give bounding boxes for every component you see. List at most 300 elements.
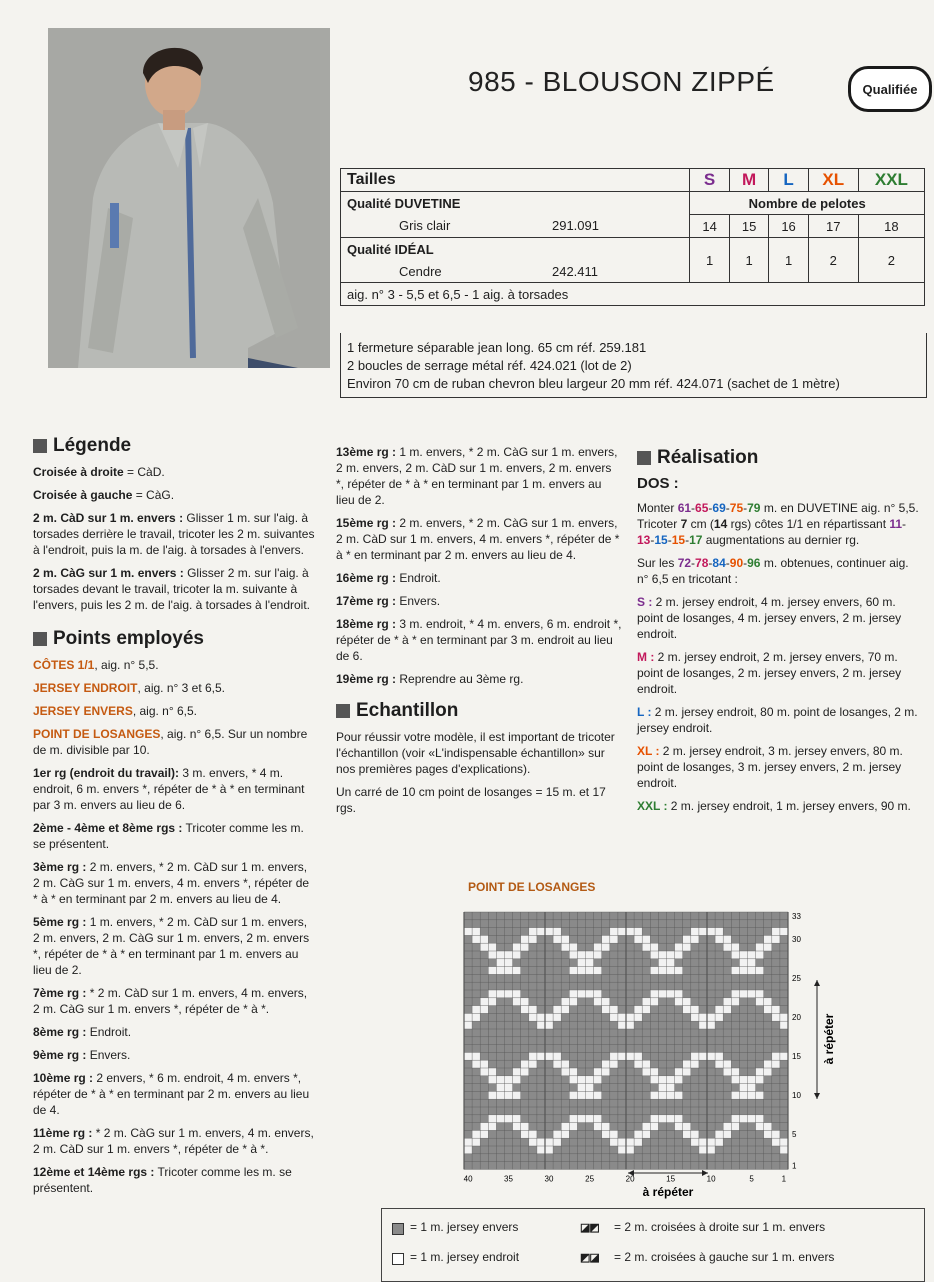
- chart-cell-endroit: [731, 967, 739, 975]
- chart-cell-endroit: [553, 1130, 561, 1138]
- chart-cell-endroit: [723, 943, 731, 951]
- chart-cell-endroit: [683, 1006, 691, 1014]
- chart-cell-endroit: [748, 951, 756, 959]
- y-tick-label: 10: [792, 1091, 801, 1101]
- chart-cell-endroit: [748, 967, 756, 975]
- chart-cell-endroit: [529, 1138, 537, 1146]
- chart-cell-endroit: [658, 1076, 666, 1084]
- chart-cell-endroit: [764, 935, 772, 943]
- chart-cell-endroit: [707, 1013, 715, 1021]
- dos-paragraph: Monter 61-65-69-75-79 m. en DUVETINE aig. n° 5,5. Tricoter 7 cm (14 rgs) côtes 1/1 en répartissant 11-13-15-15-17 augmentations au dernier rg.: [637, 501, 919, 547]
- chart-cell-endroit: [537, 1146, 545, 1154]
- chart-cell-endroit: [464, 1146, 472, 1154]
- cag-symbol-icon: ◩◪: [580, 1252, 599, 1264]
- row-instruction: 13ème rg : 1 m. envers, * 2 m. CàG sur 1 m. envers, 2 m. envers, 2 m. CàD sur 1 m. envers, 2 m. envers *, répéter de * à * en terminant par 1 m. envers au lieu de 2.: [336, 445, 618, 507]
- chart-cell-endroit: [715, 1006, 723, 1014]
- chart-cell-endroit: [586, 990, 594, 998]
- point-item: JERSEY ENVERS, aig. n° 6,5.: [33, 704, 197, 718]
- chart-cell-endroit: [545, 928, 553, 936]
- chart-cell-endroit: [780, 1146, 788, 1154]
- chart-cell-endroit: [480, 935, 488, 943]
- duvetine-l: 16: [769, 215, 808, 238]
- chart-cell-endroit: [513, 998, 521, 1006]
- chart-cell-endroit: [634, 1013, 642, 1021]
- chart-cell-endroit: [577, 1076, 585, 1084]
- chart-cell-endroit: [780, 1138, 788, 1146]
- chart-cell-endroit: [553, 935, 561, 943]
- chart-cell-endroit: [513, 1115, 521, 1123]
- legende-item: 2 m. CàD sur 1 m. envers : Glisser 1 m. sur l'aig. à torsades derrière le travail, tricoter les 2 m. suivantes à l'endroit, puis la m. de l'aig. à torsades à l'envers.: [33, 511, 315, 557]
- chart-cell-endroit: [521, 998, 529, 1006]
- chart-cell-endroit: [545, 1013, 553, 1021]
- chart-cell-endroit: [594, 1115, 602, 1123]
- chart-cell-endroit: [561, 1123, 569, 1131]
- note-fermeture: 1 fermeture séparable jean long. 65 cm réf. 259.181: [347, 340, 647, 355]
- chart-cell-endroit: [675, 1123, 683, 1131]
- chart-cell-endroit: [561, 935, 569, 943]
- chart-cell-endroit: [586, 959, 594, 967]
- chart-cell-endroit: [480, 1006, 488, 1014]
- chart-cell-endroit: [569, 1076, 577, 1084]
- chart-cell-endroit: [731, 1123, 739, 1131]
- chart-cell-endroit: [521, 943, 529, 951]
- chart-cell-endroit: [545, 1021, 553, 1029]
- right-column: [637, 447, 919, 821]
- chart-cell-endroit: [488, 1076, 496, 1084]
- chart-cell-endroit: [586, 1115, 594, 1123]
- chart-cell-endroit: [675, 967, 683, 975]
- chart-cell-endroit: [739, 967, 747, 975]
- chart-cell-endroit: [480, 998, 488, 1006]
- chart-cell-endroit: [505, 959, 513, 967]
- chart-cell-endroit: [634, 1060, 642, 1068]
- legende-item: Croisée à droite = CàD.: [33, 465, 165, 479]
- model-photo: [48, 28, 330, 368]
- chart-cell-endroit: [699, 928, 707, 936]
- chart-cell-endroit: [537, 928, 545, 936]
- chart-cell-endroit: [715, 1138, 723, 1146]
- chart-cell-endroit: [577, 1091, 585, 1099]
- chart-cell-endroit: [739, 1076, 747, 1084]
- chart-cell-endroit: [764, 1068, 772, 1076]
- chart-cell-endroit: [650, 1076, 658, 1084]
- row-instruction: 19ème rg : Reprendre au 3ème rg.: [336, 672, 524, 686]
- middle-column: [336, 444, 622, 823]
- x-tick-label: 35: [504, 1174, 513, 1184]
- chart-cell-endroit: [650, 951, 658, 959]
- size-instruction: M : 2 m. jersey endroit, 2 m. jersey envers, 70 m. point de losanges, 2 m. jersey envers, 2 m. jersey endroit.: [637, 650, 902, 696]
- x-tick-label: 30: [544, 1174, 554, 1184]
- chart-cell-endroit: [537, 1013, 545, 1021]
- chart-cell-endroit: [650, 1123, 658, 1131]
- y-tick-label: 20: [792, 1013, 801, 1023]
- chart-cell-endroit: [707, 1052, 715, 1060]
- chart-cell-endroit: [602, 1123, 610, 1131]
- point-item: JERSEY ENDROIT, aig. n° 3 et 6,5.: [33, 681, 226, 695]
- row-instruction: 8ème rg : Endroit.: [33, 1025, 132, 1039]
- x-tick-label: 20: [625, 1174, 635, 1184]
- chart-cell-endroit: [586, 1084, 594, 1092]
- chart-cell-endroit: [675, 1091, 683, 1099]
- chart-cell-endroit: [642, 1123, 650, 1131]
- chart-gridlines: [464, 912, 788, 1169]
- chart-cell-endroit: [496, 1076, 504, 1084]
- chart-cell-endroit: [602, 1006, 610, 1014]
- chart-cell-endroit: [715, 928, 723, 936]
- chart-cell-endroit: [699, 1138, 707, 1146]
- row-instruction: 15ème rg : 2 m. envers, * 2 m. CàG sur 1 m. envers, 2 m. CàD sur 1 m. envers, 4 m. envers *, répéter de * à * en terminant par 2 m. envers au lieu de 4.: [336, 516, 620, 562]
- chart-cell-endroit: [748, 990, 756, 998]
- chart-cell-endroit: [545, 1052, 553, 1060]
- chart-cell-endroit: [642, 935, 650, 943]
- chart-cell-endroit: [748, 959, 756, 967]
- chart-cell-endroit: [699, 1021, 707, 1029]
- chart-cell-endroit: [488, 1123, 496, 1131]
- x-tick-label: 40: [463, 1174, 473, 1184]
- chart-cell-endroit: [561, 998, 569, 1006]
- chart-cell-endroit: [675, 951, 683, 959]
- chart-cell-endroit: [472, 1006, 480, 1014]
- duvetine-xl: 17: [808, 215, 858, 238]
- chart-cell-endroit: [496, 959, 504, 967]
- chart-cell-endroit: [521, 1060, 529, 1068]
- legend-envers: = 1 m. jersey envers: [410, 1220, 519, 1234]
- chart-cell-endroit: [723, 1123, 731, 1131]
- chart-cell-endroit: [667, 951, 675, 959]
- chart-cell-endroit: [626, 1013, 634, 1021]
- chart-cell-endroit: [642, 1068, 650, 1076]
- chart-cell-endroit: [569, 951, 577, 959]
- chart-cell-endroit: [634, 1052, 642, 1060]
- row-instruction: 7ème rg : * 2 m. CàD sur 1 m. envers, 4 m. envers, 2 m. CàG sur 1 m. envers *, répéter de * à *.: [33, 986, 308, 1016]
- chart-cell-endroit: [553, 1006, 561, 1014]
- chart-cell-endroit: [513, 967, 521, 975]
- size-xxl: XXL: [858, 169, 924, 192]
- chart-cell-endroit: [618, 928, 626, 936]
- chart-cell-endroit: [707, 1146, 715, 1154]
- chart-cell-endroit: [626, 1052, 634, 1060]
- chart-cell-endroit: [667, 959, 675, 967]
- chart-cell-endroit: [658, 951, 666, 959]
- ideal-s: 1: [690, 238, 729, 283]
- chart-cell-endroit: [569, 990, 577, 998]
- chart-cell-endroit: [683, 998, 691, 1006]
- chart-cell-endroit: [658, 1084, 666, 1092]
- chart-cell-endroit: [521, 1068, 529, 1076]
- chart-cell-endroit: [464, 1021, 472, 1029]
- chart-cell-endroit: [667, 1115, 675, 1123]
- chart-cell-endroit: [667, 990, 675, 998]
- chart-cell-endroit: [577, 1084, 585, 1092]
- echantillon-text: Un carré de 10 cm point de losanges = 15 m. et 17 rgs.: [336, 785, 606, 815]
- chart-cell-endroit: [618, 1138, 626, 1146]
- chart-cell-endroit: [691, 935, 699, 943]
- chart-cell-endroit: [505, 1091, 513, 1099]
- chart-cell-endroit: [505, 951, 513, 959]
- x-tick-label: 15: [666, 1174, 676, 1184]
- chart-cell-endroit: [529, 928, 537, 936]
- size-s: S: [690, 169, 729, 192]
- ideal-xxl: 2: [858, 238, 924, 283]
- chart-cell-endroit: [521, 935, 529, 943]
- ideal-l: 1: [769, 238, 808, 283]
- chart-cell-endroit: [537, 1138, 545, 1146]
- chart-cell-endroit: [772, 928, 780, 936]
- chart-cell-endroit: [764, 943, 772, 951]
- chart-cell-endroit: [756, 1068, 764, 1076]
- chart-cell-endroit: [529, 1052, 537, 1060]
- chart-cell-endroit: [472, 928, 480, 936]
- chart-cell-endroit: [513, 1091, 521, 1099]
- chart-cell-endroit: [739, 1115, 747, 1123]
- echantillon-text: Pour réussir votre modèle, il est important de tricoter l'échantillon (voir «L'indispensable échantillon» sur nos premières pages d'explications).: [336, 730, 615, 776]
- row-instruction: 9ème rg : Envers.: [33, 1048, 131, 1062]
- chart-cell-endroit: [772, 1060, 780, 1068]
- chart-cell-endroit: [521, 1123, 529, 1131]
- chart-cell-endroit: [480, 1060, 488, 1068]
- chart-cell-endroit: [634, 1006, 642, 1014]
- chart-cell-endroit: [723, 1130, 731, 1138]
- chart-cell-endroit: [610, 1060, 618, 1068]
- chart-cell-endroit: [488, 1091, 496, 1099]
- chart-cell-endroit: [472, 1130, 480, 1138]
- chart-cell-endroit: [610, 1006, 618, 1014]
- chart-cell-endroit: [464, 928, 472, 936]
- chart-cell-endroit: [756, 998, 764, 1006]
- chart-cell-endroit: [586, 1091, 594, 1099]
- chart-cell-endroit: [488, 951, 496, 959]
- quality-ideal: Qualité IDÉAL: [341, 238, 690, 261]
- chart-cell-endroit: [748, 1076, 756, 1084]
- chart-cell-endroit: [610, 1138, 618, 1146]
- chart-cell-endroit: [756, 967, 764, 975]
- chart-cell-endroit: [723, 935, 731, 943]
- chart-cell-endroit: [772, 1130, 780, 1138]
- chart-cell-endroit: [691, 1006, 699, 1014]
- cad-symbol-icon: ◪◩: [580, 1222, 599, 1234]
- row-instruction: 11ème rg : * 2 m. CàG sur 1 m. envers, 4 m. envers, 2 m. CàD sur 1 m. envers *, répéter de * à *.: [33, 1126, 314, 1156]
- chart-cell-endroit: [626, 1021, 634, 1029]
- chart-cell-endroit: [602, 1068, 610, 1076]
- chart-cell-endroit: [529, 1006, 537, 1014]
- chart-cell-endroit: [715, 935, 723, 943]
- x-tick-label: 10: [706, 1174, 716, 1184]
- chart-cell-endroit: [650, 1091, 658, 1099]
- losanges-chart: [455, 905, 850, 1205]
- chart-y-labels: [792, 912, 801, 1171]
- chart-cell-endroit: [545, 1146, 553, 1154]
- chart-cell-endroit: [594, 967, 602, 975]
- chart-cell-endroit: [780, 1021, 788, 1029]
- chart-cell-endroit: [577, 967, 585, 975]
- chart-cell-endroit: [553, 1013, 561, 1021]
- chart-cell-endroit: [626, 1138, 634, 1146]
- chart-cell-endroit: [618, 1146, 626, 1154]
- chart-cell-endroit: [480, 1123, 488, 1131]
- chart-cell-endroit: [756, 990, 764, 998]
- chart-cell-endroit: [480, 1068, 488, 1076]
- chart-cell-endroit: [488, 998, 496, 1006]
- chart-cell-endroit: [472, 1060, 480, 1068]
- chart-cell-endroit: [586, 1076, 594, 1084]
- quality-badge: Qualifiée: [848, 66, 932, 112]
- legend-cad: = 2 m. croisées à droite sur 1 m. envers: [614, 1220, 826, 1234]
- y-tick-label: 25: [792, 974, 801, 984]
- chart-cell-endroit: [496, 1115, 504, 1123]
- chart-cell-endroit: [764, 1130, 772, 1138]
- chart-cell-endroit: [691, 1060, 699, 1068]
- color-gris-clair: Gris clair: [393, 215, 546, 238]
- row-instruction: 17ème rg : Envers.: [336, 594, 441, 608]
- chart-x-labels: [464, 1174, 787, 1183]
- chart-cell-endroit: [610, 1013, 618, 1021]
- chart-cell-endroit: [772, 1052, 780, 1060]
- chart-cell-endroit: [683, 1068, 691, 1076]
- chart-cell-endroit: [731, 951, 739, 959]
- dos-heading: DOS :: [637, 475, 679, 492]
- chart-cell-endroit: [691, 1052, 699, 1060]
- chart-cell-endroit: [602, 998, 610, 1006]
- chart-cell-endroit: [723, 1060, 731, 1068]
- chart-cell-endroit: [496, 990, 504, 998]
- chart-cell-endroit: [675, 1115, 683, 1123]
- chart-cell-endroit: [594, 998, 602, 1006]
- row-instruction: 12ème et 14ème rgs : Tricoter comme les m. se présentent.: [33, 1165, 292, 1195]
- dos-paragraph: Sur les 72-78-84-90-96 m. obtenues, continuer aig. n° 6,5 en tricotant :: [637, 556, 909, 586]
- chart-cell-endroit: [594, 990, 602, 998]
- chart-cell-endroit: [675, 943, 683, 951]
- chart-cell-endroit: [569, 943, 577, 951]
- chart-cell-endroit: [505, 990, 513, 998]
- size-m: M: [729, 169, 768, 192]
- ideal-xl: 2: [808, 238, 858, 283]
- chart-cell-endroit: [707, 1138, 715, 1146]
- chart-cell-endroit: [488, 943, 496, 951]
- chart-cell-endroit: [618, 1052, 626, 1060]
- chart-cell-endroit: [529, 935, 537, 943]
- chart-cell-endroit: [464, 1013, 472, 1021]
- repeat-h-label: à répéter: [642, 1185, 694, 1199]
- chart-cell-endroit: [521, 1006, 529, 1014]
- chart-cell-endroit: [764, 1123, 772, 1131]
- chart-cell-endroit: [561, 943, 569, 951]
- chart-cell-endroit: [642, 1060, 650, 1068]
- chart-cell-endroit: [496, 1084, 504, 1092]
- chart-cell-endroit: [569, 1123, 577, 1131]
- sizes-table: [340, 168, 925, 306]
- chart-cell-endroit: [715, 1052, 723, 1060]
- chart-cell-endroit: [594, 1091, 602, 1099]
- chart-cell-endroit: [748, 1084, 756, 1092]
- needles-info: aig. n° 3 - 5,5 et 6,5 - 1 aig. à torsades: [341, 283, 925, 306]
- chart-cell-endroit: [756, 951, 764, 959]
- chart-cell-endroit: [505, 967, 513, 975]
- x-tick-label: 5: [749, 1174, 754, 1184]
- legende-item: Croisée à gauche = CàG.: [33, 488, 175, 502]
- chart-cell-endroit: [569, 1091, 577, 1099]
- chart-cell-endroit: [472, 1138, 480, 1146]
- chart-cell-endroit: [691, 928, 699, 936]
- chart-cell-endroit: [480, 1130, 488, 1138]
- chart-cell-endroit: [699, 1146, 707, 1154]
- chart-cell-endroit: [642, 1006, 650, 1014]
- chart-cell-endroit: [577, 990, 585, 998]
- chart-cell-endroit: [529, 1060, 537, 1068]
- y-tick-label: 30: [792, 935, 801, 945]
- size-xl: XL: [808, 169, 858, 192]
- y-tick-label: 5: [792, 1130, 797, 1140]
- chart-cell-endroit: [667, 967, 675, 975]
- chart-cell-endroit: [488, 990, 496, 998]
- chart-cell-endroit: [569, 967, 577, 975]
- chart-cell-endroit: [513, 1123, 521, 1131]
- chart-cell-endroit: [650, 967, 658, 975]
- realisation-heading: Réalisation: [637, 450, 919, 466]
- row-instruction: 16ème rg : Endroit.: [336, 571, 441, 585]
- quality-duvetine: Qualité DUVETINE: [341, 192, 690, 215]
- chart-cell-endroit: [521, 1130, 529, 1138]
- chart-cell-endroit: [731, 1091, 739, 1099]
- chart-cell-endroit: [642, 1130, 650, 1138]
- chart-cell-endroit: [731, 1076, 739, 1084]
- chart-cell-endroit: [577, 951, 585, 959]
- legend-endroit: = 1 m. jersey endroit: [410, 1250, 520, 1264]
- chart-cell-endroit: [488, 1068, 496, 1076]
- point-item: POINT DE LOSANGES, aig. n° 6,5. Sur un nombre de m. divisible par 10.: [33, 727, 308, 757]
- chart-cell-endroit: [594, 1123, 602, 1131]
- chart-cell-endroit: [780, 928, 788, 936]
- row-instruction: 10ème rg : 2 envers, * 6 m. endroit, 4 m. envers *, répéter de * à * en terminant par 2 m. envers au lieu de 4.: [33, 1071, 310, 1117]
- chart-cell-endroit: [699, 1013, 707, 1021]
- chart-cell-endroit: [772, 1138, 780, 1146]
- chart-cell-endroit: [569, 1115, 577, 1123]
- chart-cell-endroit: [561, 1068, 569, 1076]
- chart-cell-endroit: [634, 1138, 642, 1146]
- chart-cell-endroit: [691, 1013, 699, 1021]
- ref-ideal: 242.411: [546, 260, 690, 283]
- points-heading: Points employés: [33, 631, 315, 647]
- chart-cell-endroit: [756, 1076, 764, 1084]
- chart-cell-endroit: [496, 1091, 504, 1099]
- chart-cell-endroit: [513, 943, 521, 951]
- chart-cell-endroit: [675, 998, 683, 1006]
- chart-cell-endroit: [756, 943, 764, 951]
- row-instruction: 5ème rg : 1 m. envers, * 2 m. CàD sur 1 m. envers, 2 m. envers, 2 m. CàG sur 1 m. envers, 2 m. envers *, répéter de * à * en terminant par 1 m. envers au lieu de 2.: [33, 915, 310, 977]
- chart-cell-endroit: [626, 1146, 634, 1154]
- chart-cell-endroit: [513, 1076, 521, 1084]
- size-instruction: S : 2 m. jersey endroit, 4 m. jersey envers, 60 m. point de losanges, 4 m. jersey envers, 2 m. jersey endroit.: [637, 595, 902, 641]
- left-column: [33, 435, 315, 1203]
- nombre-pelotes-label: Nombre de pelotes: [690, 192, 925, 215]
- chart-cell-endroit: [731, 1115, 739, 1123]
- symbol-legend: [381, 1208, 925, 1282]
- chart-cell-endroit: [731, 1068, 739, 1076]
- chart-cell-endroit: [618, 1013, 626, 1021]
- size-l: L: [769, 169, 808, 192]
- chart-cell-endroit: [480, 943, 488, 951]
- chart-cell-endroit: [610, 1130, 618, 1138]
- x-tick-label: 1: [781, 1174, 787, 1184]
- chart-cell-endroit: [658, 990, 666, 998]
- chart-cell-endroit: [764, 1060, 772, 1068]
- chart-cell-endroit: [667, 1091, 675, 1099]
- chart-cell-endroit: [602, 1130, 610, 1138]
- chart-cell-endroit: [772, 1006, 780, 1014]
- chart-cell-endroit: [602, 935, 610, 943]
- ideal-m: 1: [729, 238, 768, 283]
- chart-cell-endroit: [602, 943, 610, 951]
- chart-cell-endroit: [561, 1006, 569, 1014]
